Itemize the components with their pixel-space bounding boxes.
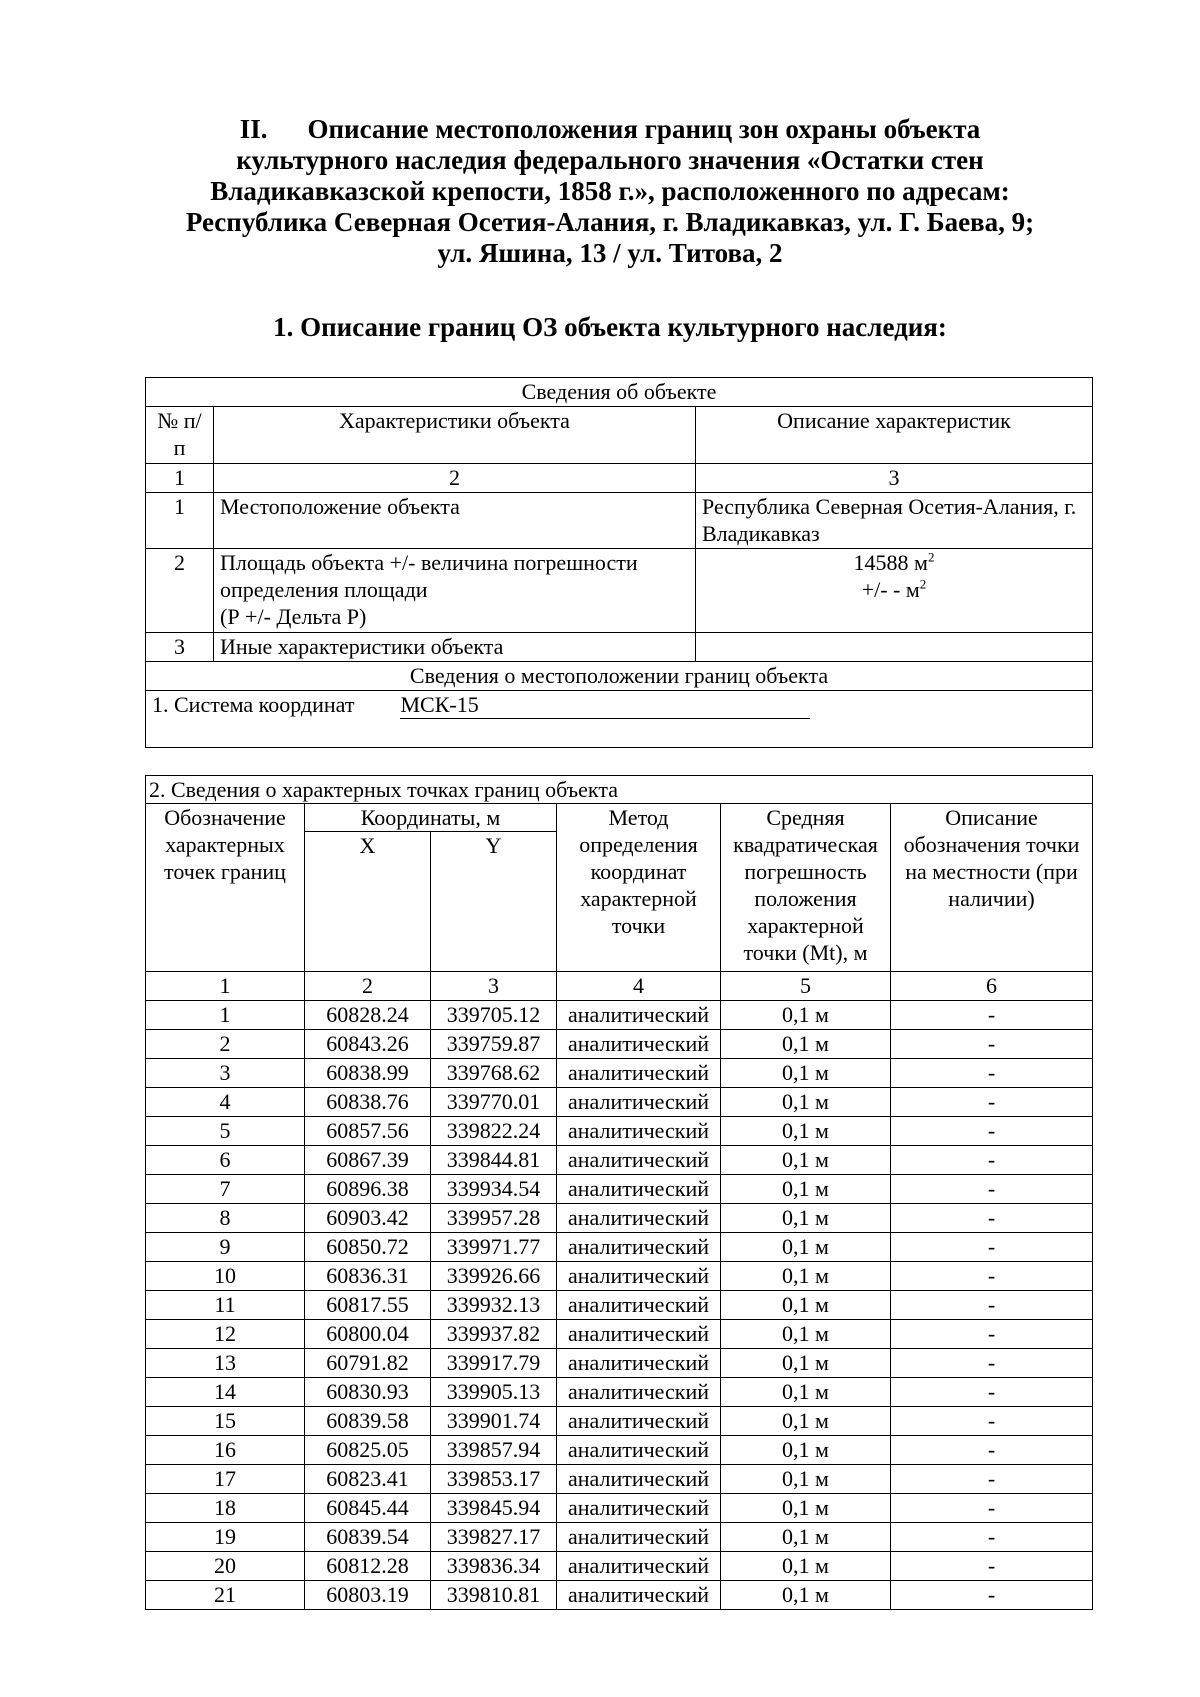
point-method: аналитический [557,1552,721,1581]
column-number: 1 [146,972,305,1001]
point-error: 0,1 м [721,1581,891,1610]
point-x: 60823.41 [305,1465,431,1494]
row-description [696,633,1093,662]
table-row [146,1523,1093,1552]
point-description: - [891,1262,1093,1291]
table-row [146,1001,1093,1030]
area-unit-sup: 2 [927,549,935,565]
point-x: 60850.72 [305,1233,431,1262]
area-label: Площадь объекта +/- величина погрешности определения площади [220,550,638,602]
point-number: 8 [146,1204,305,1233]
col-number-3: 3 [696,464,1093,493]
point-y: 339857.94 [431,1436,557,1465]
table-row [146,1378,1093,1407]
point-description: - [891,1030,1093,1059]
point-y: 339768.62 [431,1059,557,1088]
title-line-4: Республика Северная Осетия-Алания, г. Владикавказ, ул. Г. Баева, 9; [185,207,1035,237]
point-method: аналитический [557,1001,721,1030]
table-row [146,1291,1093,1320]
row-description [696,549,1093,633]
point-description: - [891,1407,1093,1436]
points-section-label: 2. Сведения о характерных точках границ объекта [146,776,1093,804]
point-error: 0,1 м [721,1320,891,1349]
table-row [146,1320,1093,1349]
table-row [146,549,1093,633]
point-y: 339822.24 [431,1117,557,1146]
table-row [146,1117,1093,1146]
error-header: Средняя квадратическая погрешность положения характерной точки (Mt), м [721,804,891,972]
point-description: - [891,1581,1093,1610]
area-formula: (Р +/- Дельта Р) [220,604,367,629]
coordinates-header: Координаты, м [305,804,557,832]
point-y: 339770.01 [431,1088,557,1117]
point-description: - [891,1523,1093,1552]
point-y: 339705.12 [431,1001,557,1030]
point-number: 16 [146,1436,305,1465]
row-description: Республика Северная Осетия-Алания, г. Владикавказ [696,493,1093,549]
section-number: II. [239,114,268,144]
point-method: аналитический [557,1146,721,1175]
point-description: - [891,1494,1093,1523]
point-method: аналитический [557,1581,721,1610]
point-method: аналитический [557,1262,721,1291]
point-y: 339853.17 [431,1465,557,1494]
point-x: 60843.26 [305,1030,431,1059]
point-y: 339971.77 [431,1233,557,1262]
row-characteristic: Иные характеристики объекта [214,633,696,662]
point-error: 0,1 м [721,1030,891,1059]
point-description: - [891,1117,1093,1146]
col-number-1: 1 [146,464,214,493]
point-method: аналитический [557,1204,721,1233]
point-number: 1 [146,1001,305,1030]
point-y: 339957.28 [431,1204,557,1233]
point-error: 0,1 м [721,1262,891,1291]
row-number: 2 [146,549,214,633]
row-number: 3 [146,633,214,662]
point-x: 60791.82 [305,1349,431,1378]
point-method: аналитический [557,1291,721,1320]
point-error: 0,1 м [721,1407,891,1436]
point-x: 60803.19 [305,1581,431,1610]
location-header: Сведения о местоположении границ объекта [146,662,1093,691]
table-row [146,1030,1093,1059]
point-error: 0,1 м [721,1378,891,1407]
point-number: 17 [146,1465,305,1494]
point-method: аналитический [557,1523,721,1552]
point-number: 13 [146,1349,305,1378]
row-characteristic: Местоположение объекта [214,493,696,549]
point-method: аналитический [557,1320,721,1349]
point-number: 12 [146,1320,305,1349]
point-method: аналитический [557,1349,721,1378]
designation-header: Обозначение характерных точек границ [146,804,305,972]
point-description: - [891,1349,1093,1378]
table-row [146,1262,1093,1291]
table-row [146,493,1093,549]
point-description: - [891,1146,1093,1175]
point-error: 0,1 м [721,1494,891,1523]
area-value: 14588 м [853,550,928,575]
column-number: 2 [305,972,431,1001]
point-method: аналитический [557,1436,721,1465]
point-number: 9 [146,1233,305,1262]
point-error: 0,1 м [721,1233,891,1262]
point-error: 0,1 м [721,1059,891,1088]
point-error: 0,1 м [721,1523,891,1552]
point-x: 60845.44 [305,1494,431,1523]
point-error: 0,1 м [721,1291,891,1320]
point-error: 0,1 м [721,1552,891,1581]
point-error: 0,1 м [721,1146,891,1175]
point-y: 339926.66 [431,1262,557,1291]
table-row [146,633,1093,662]
point-description: - [891,1233,1093,1262]
object-info-header: Сведения об объекте [146,378,1093,407]
point-number: 6 [146,1146,305,1175]
point-method: аналитический [557,1378,721,1407]
title-line-1: Описание местоположения границ зон охраны объекта [307,114,981,144]
point-description: - [891,1465,1093,1494]
point-x: 60839.54 [305,1523,431,1552]
point-error: 0,1 м [721,1001,891,1030]
point-method: аналитический [557,1233,721,1262]
point-number: 15 [146,1407,305,1436]
col-number-2: 2 [214,464,696,493]
point-x: 60812.28 [305,1552,431,1581]
point-description: - [891,1175,1093,1204]
point-x: 60838.76 [305,1088,431,1117]
point-number: 20 [146,1552,305,1581]
point-description: - [891,1204,1093,1233]
point-y: 339917.79 [431,1349,557,1378]
area-error: +/- - м [861,577,920,602]
point-description: - [891,1436,1093,1465]
point-method: аналитический [557,1494,721,1523]
point-y: 339845.94 [431,1494,557,1523]
point-description: - [891,1088,1093,1117]
point-number: 18 [146,1494,305,1523]
point-y: 339810.81 [431,1581,557,1610]
point-number: 21 [146,1581,305,1610]
point-number: 7 [146,1175,305,1204]
column-number: 5 [721,972,891,1001]
point-x: 60828.24 [305,1001,431,1030]
point-y: 339905.13 [431,1378,557,1407]
point-x: 60836.31 [305,1262,431,1291]
point-y: 339901.74 [431,1407,557,1436]
point-x: 60903.42 [305,1204,431,1233]
row-characteristic [214,549,696,633]
point-method: аналитический [557,1407,721,1436]
point-description: - [891,1552,1093,1581]
point-description: - [891,1291,1093,1320]
point-x: 60800.04 [305,1320,431,1349]
point-number: 11 [146,1291,305,1320]
point-method: аналитический [557,1465,721,1494]
title-line-5: ул. Яшина, 13 / ул. Титова, 2 [437,238,783,268]
point-x: 60867.39 [305,1146,431,1175]
point-error: 0,1 м [721,1436,891,1465]
point-description: - [891,1320,1093,1349]
point-x: 60838.99 [305,1059,431,1088]
point-x: 60817.55 [305,1291,431,1320]
point-number: 4 [146,1088,305,1117]
point-number: 5 [146,1117,305,1146]
point-description: - [891,1378,1093,1407]
table-row [146,1088,1093,1117]
point-number: 14 [146,1378,305,1407]
point-error: 0,1 м [721,1088,891,1117]
title-line-3: Владикавказской крепости, 1858 г.», расположенного по адресам: [210,176,1010,206]
point-number: 2 [146,1030,305,1059]
point-y: 339844.81 [431,1146,557,1175]
x-header: X [305,832,431,972]
table-row [146,1407,1093,1436]
table-row [146,1059,1093,1088]
table-row [146,1552,1093,1581]
coordinate-system-value: МСК-15 [400,691,810,719]
coordinate-system-label: 1. Система координат [152,692,355,717]
table-row [146,1146,1093,1175]
table-row [146,1175,1093,1204]
point-error: 0,1 м [721,1204,891,1233]
point-y: 339934.54 [431,1175,557,1204]
point-y: 339932.13 [431,1291,557,1320]
point-method: аналитический [557,1175,721,1204]
table-row [146,1465,1093,1494]
point-x: 60825.05 [305,1436,431,1465]
point-x: 60857.56 [305,1117,431,1146]
point-method: аналитический [557,1030,721,1059]
point-y: 339759.87 [431,1030,557,1059]
col-desc-header: Описание характеристик [696,407,1093,464]
point-description: - [891,1059,1093,1088]
section-subtitle: 1. Описание границ ОЗ объекта культурного наследия: [273,312,947,342]
point-method: аналитический [557,1059,721,1088]
row-number: 1 [146,493,214,549]
point-y: 339937.82 [431,1320,557,1349]
y-header: Y [431,832,557,972]
point-number: 19 [146,1523,305,1552]
method-header: Метод определения координат характерной точки [557,804,721,972]
area-error-unit-sup: 2 [919,576,927,592]
object-info-table [145,377,1093,748]
description-header: Описание обозначения точки на местности (при наличии) [891,804,1093,972]
point-error: 0,1 м [721,1349,891,1378]
table-row [146,1204,1093,1233]
point-x: 60830.93 [305,1378,431,1407]
table-row [146,1233,1093,1262]
table-row [146,1349,1093,1378]
point-error: 0,1 м [721,1117,891,1146]
point-error: 0,1 м [721,1175,891,1204]
point-number: 3 [146,1059,305,1088]
point-method: аналитический [557,1117,721,1146]
point-y: 339827.17 [431,1523,557,1552]
column-number: 4 [557,972,721,1001]
title-line-2: культурного наследия федерального значения «Остатки стен [236,145,984,175]
table-row [146,1494,1093,1523]
table-row [146,1436,1093,1465]
point-error: 0,1 м [721,1465,891,1494]
column-number: 6 [891,972,1093,1001]
coordinate-system [146,691,1093,748]
point-method: аналитический [557,1088,721,1117]
boundary-points-table [145,775,1093,1610]
col-char-header: Характеристики объекта [214,407,696,464]
table-row [146,1581,1093,1610]
point-description: - [891,1001,1093,1030]
point-x: 60896.38 [305,1175,431,1204]
point-number: 10 [146,1262,305,1291]
document-title [140,114,1080,269]
point-x: 60839.58 [305,1407,431,1436]
column-number: 3 [431,972,557,1001]
point-y: 339836.34 [431,1552,557,1581]
col-num-header: № п/п [146,407,214,464]
